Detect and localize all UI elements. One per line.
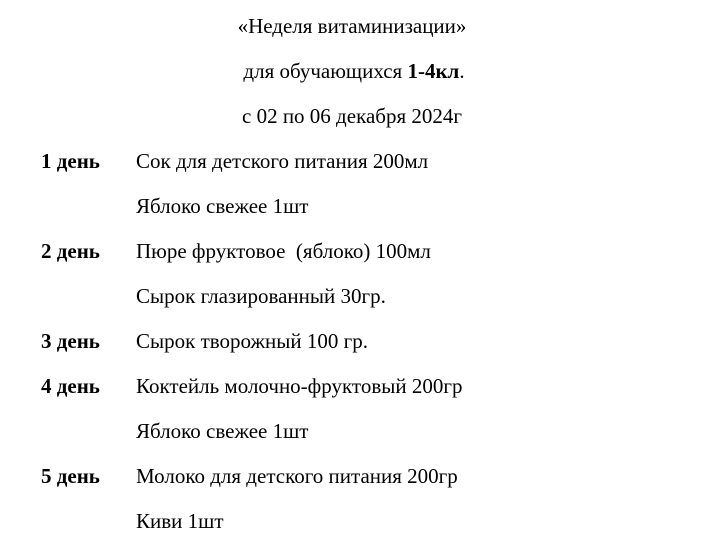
menu-item: Яблоко свежее 1шт	[136, 419, 309, 443]
day-label: 1 день	[41, 149, 100, 173]
menu-item: Пюре фруктовое (яблоко) 100мл	[136, 239, 431, 263]
menu-item: Сырок глазированный 30гр.	[136, 284, 386, 308]
audience-prefix: для обучающихся	[243, 59, 408, 83]
audience-line	[0, 59, 709, 83]
day-label: 2 день	[41, 239, 100, 263]
document-title: «Неделя витаминизации»	[237, 14, 467, 38]
audience-grades: 1-4кл	[407, 59, 460, 83]
day-label: 5 день	[41, 464, 100, 488]
date-range: с 02 по 06 декабря 2024г	[242, 104, 462, 128]
day-label: 4 день	[41, 374, 100, 398]
menu-item: Молоко для детского питания 200гр	[136, 464, 458, 488]
menu-item: Яблоко свежее 1шт	[136, 194, 309, 218]
menu-item: Сок для детского питания 200мл	[136, 149, 429, 173]
menu-item: Коктейль молочно-фруктовый 200гр	[136, 374, 463, 398]
menu-item: Сырок творожный 100 гр.	[136, 329, 368, 353]
menu-item: Киви 1шт	[136, 509, 224, 533]
day-label: 3 день	[41, 329, 100, 353]
audience-suffix: .	[459, 59, 465, 83]
